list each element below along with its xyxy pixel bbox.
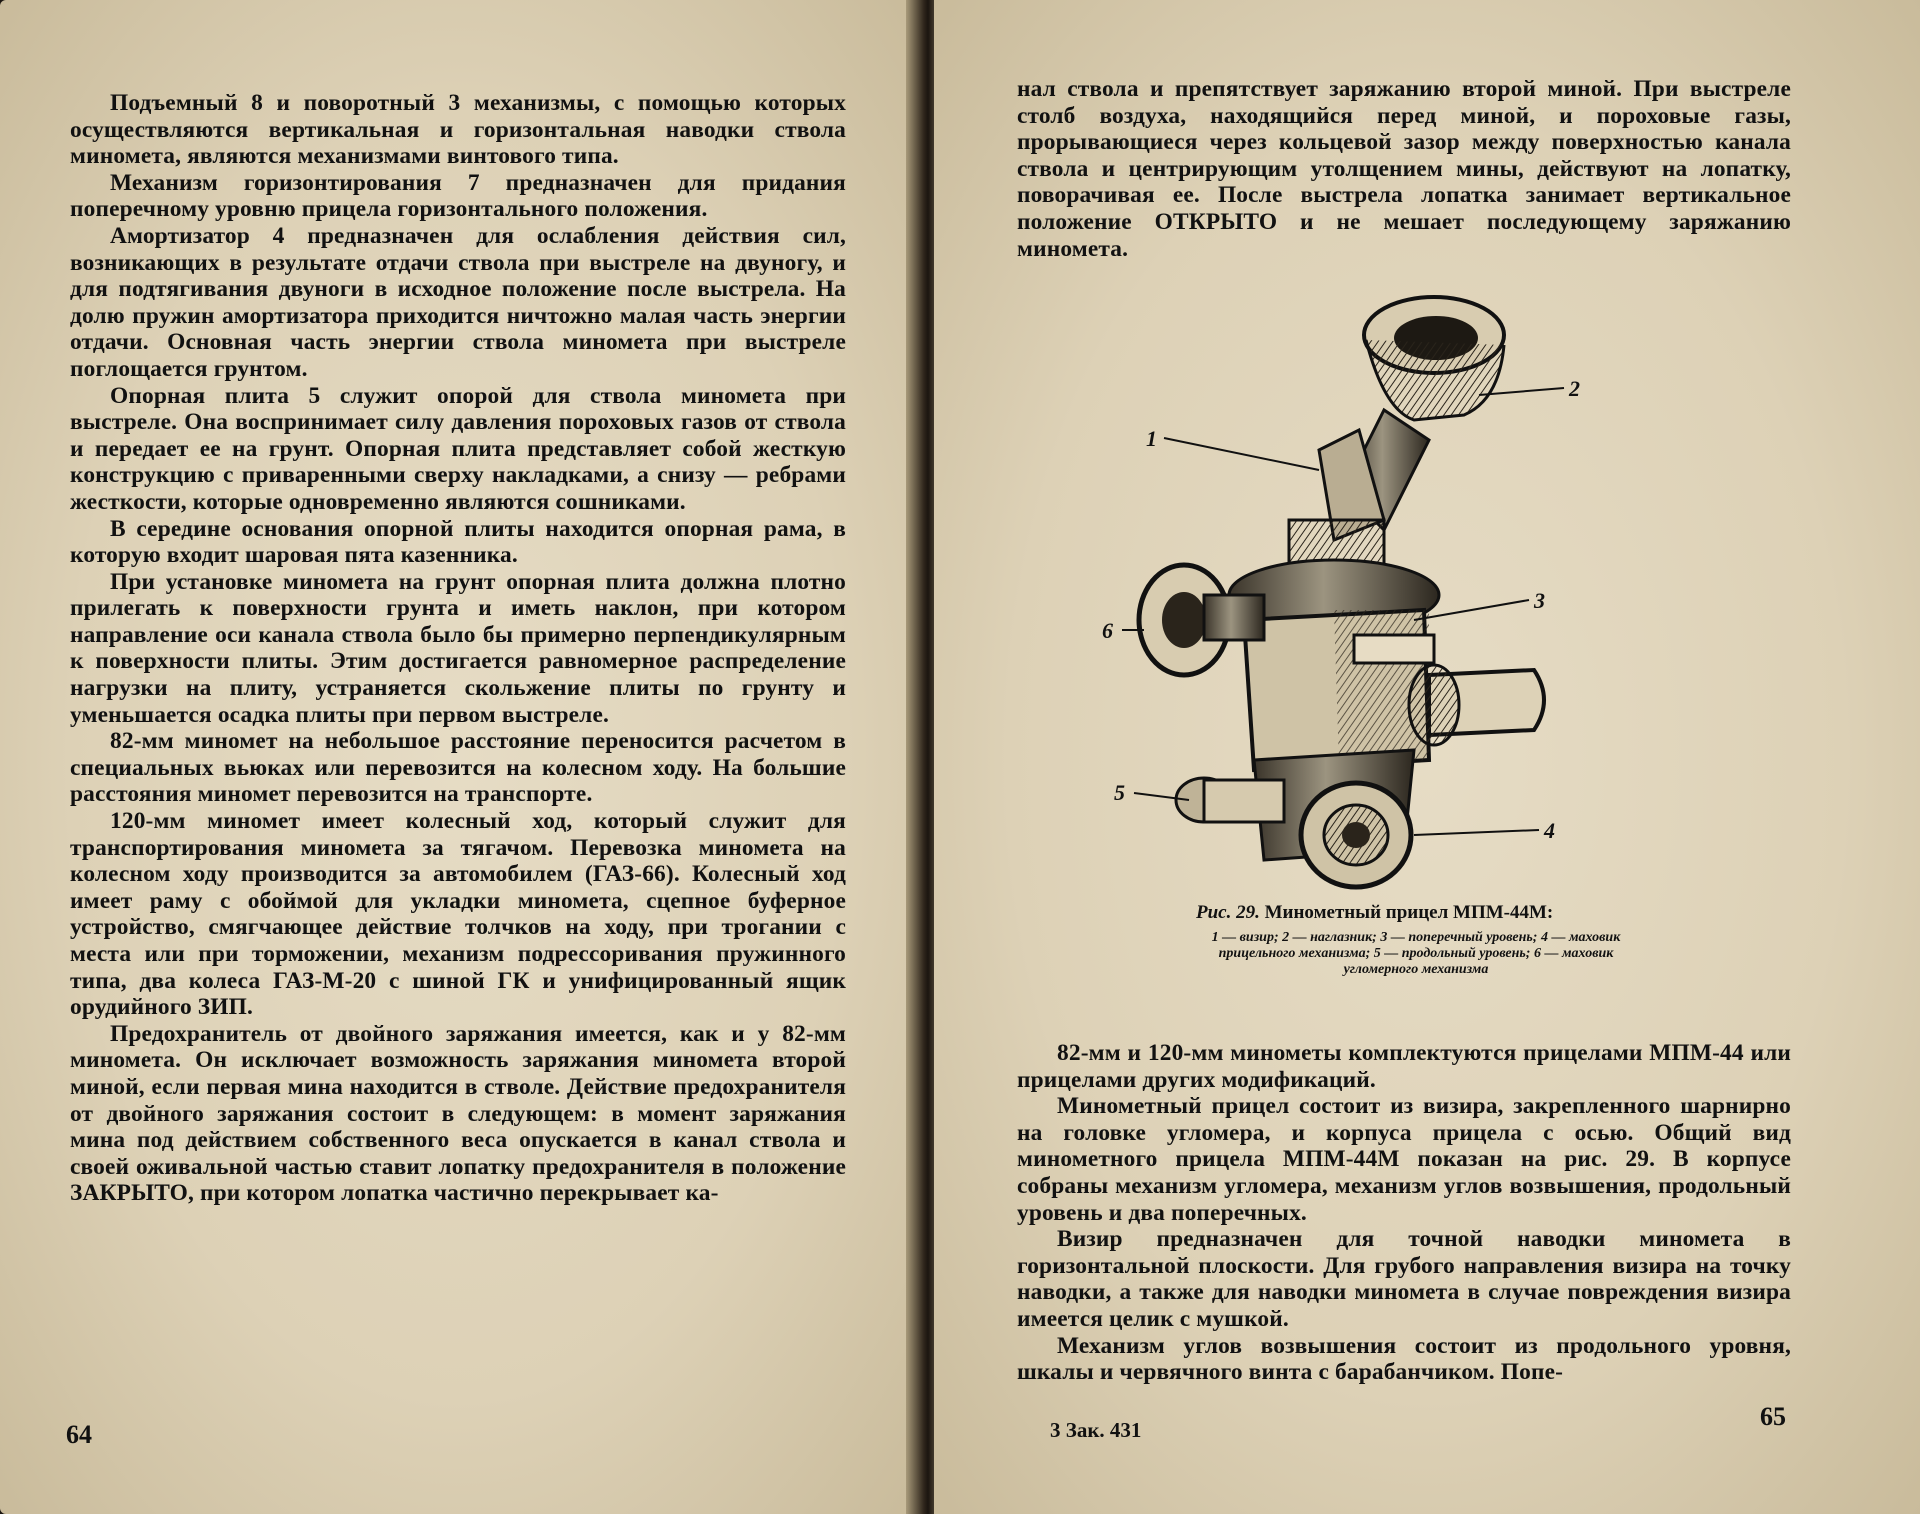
paragraph: При установке миномета на грунт опорная плита должна плотно прилегать к поверхности грунта и иметь наклон, при котором направление оси канала ствола было бы примерно перпендикулярным к поверхности плиты. Этим достигается равномерное распределение нагрузки на плиту, устраняется скольжение плиты по грунту и уменьшается осадка плиты при первом выстреле. <box>70 568 846 728</box>
paragraph: Опорная плита 5 служит опорой для ствола миномета при выстреле. Она воспринимает силу давления пороховых газов от ствола и передает ее на грунт. Опорная плита представляет собой жесткую конструкцию с приваренными сверху накладками, а снизу — ребрами жесткости, которые одновременно являются сошниками. <box>70 382 846 515</box>
left-text-column <box>70 90 846 1207</box>
paragraph: 82-мм и 120-мм минометы комплектуются прицелами МПМ-44 или прицелами других модификаций. <box>1017 1040 1791 1093</box>
page-number-left: 64 <box>66 1420 92 1449</box>
caption-label: Рис. 29. <box>1196 902 1260 923</box>
paragraph: Визир предназначен для точной наводки миномета в горизонтальной плоскости. Для грубого направления визира на точку наводки, а также для наводки миномета в случае повреждения визира имеется целик с мушкой. <box>1017 1226 1791 1332</box>
callout-3: 3 <box>1534 588 1545 613</box>
caption-title-text: Минометный прицел МПМ-44М: <box>1264 902 1554 923</box>
figure-caption <box>1196 902 1636 978</box>
paragraph: Механизм горизонтирования 7 предназначен для придания поперечному уровню прицела горизонтального положения. <box>70 169 846 223</box>
left-page <box>0 0 916 1514</box>
caption-legend: 1 — визир; 2 — наглазник; 3 — поперечный уровень; 4 — маховик прицельного механизма; 5 — продольный уровень; 6 — маховик угломерного механизма <box>1211 930 1621 977</box>
mortar-sight-drawing <box>1084 290 1604 890</box>
paragraph: Амортизатор 4 предназначен для ослабления действия сил, возникающих в результате отдачи ствола при выстреле на двуногу, и для подтягивания двуноги в исходное положение после выстрела. На долю пружин амортизатора приходится ничтожно малая часть энергии отдачи. Основная часть энергии ствола миномета при выстреле поглощается грунтом. <box>70 222 846 382</box>
callout-2: 2 <box>1569 376 1580 401</box>
right-top-text-column <box>1017 76 1791 262</box>
page-number-right: 65 <box>1760 1402 1786 1431</box>
paragraph: нал ствола и препятствует заряжанию второй миной. При выстреле столб воздуха, находящийся перед миной, и пороховые газы, прорывающиеся через кольцевой зазор между поверхностью канала ствола и центрирующим утолщением мины, действуют на лопатку, поворачивая ее. После выстрела лопатка занимает вертикальное положение ОТКРЫТО и не мешает последующему заряжанию миномета. <box>1017 76 1791 262</box>
callout-5: 5 <box>1114 780 1125 805</box>
paragraph: 120-мм миномет имеет колесный ход, который служит для транспортирования миномета за тягачом. Перевозка миномета на колесном ходу производится за автомобилем (ГАЗ-66). Колесный ход имеет раму с обоймой для укладки миномета, сцепное буферное устройство, смягчающее действие толчков на ходу, при трогании с места или при торможении, механизм подрессоривания пружинного типа, два колеса ГАЗ-М-20 с шиной ГК и унифицированный ящик орудийного ЗИП. <box>70 808 846 1021</box>
paragraph: Минометный прицел состоит из визира, закрепленного шарнирно на головке угломера, и корпуса прицела с осью. Общий вид минометного прицела МПМ-44М показан на рис. 29. В корпусе собраны механизм угломера, механизм углов возвышения, продольный уровень и два поперечных. <box>1017 1093 1791 1226</box>
right-bottom-text-column <box>1017 1040 1791 1386</box>
printer-signature: 3 Зак. 431 <box>1050 1418 1142 1442</box>
callout-4: 4 <box>1544 818 1555 843</box>
paragraph: 82-мм миномет на небольшое расстояние переносится расчетом в специальных вьюках или перевозится на колесном ходу. На большие расстояния миномет перевозится на транспорте. <box>70 728 846 808</box>
paragraph: В середине основания опорной плиты находится опорная рама, в которую входит шаровая пята казенника. <box>70 515 846 569</box>
paragraph: Предохранитель от двойного заряжания имеется, как и у 82-мм миномета. Он исключает возможность заряжания миномета второй миной, если первая мина находится в стволе. Действие предохранителя от двойного заряжания состоит в следующем: в момент заряжания мина под действием собственного веса опускается в канал ствола и своей оживальной частью ставит лопатку предохранителя в положение ЗАКРЫТО, при котором лопатка частично перекрывает ка- <box>70 1020 846 1207</box>
figure-sight-illustration <box>1084 290 1604 890</box>
callout-6: 6 <box>1102 618 1113 643</box>
right-page <box>934 0 1920 1514</box>
caption-title <box>1196 902 1636 924</box>
callout-1: 1 <box>1146 426 1157 451</box>
paragraph: Подъемный 8 и поворотный 3 механизмы, с помощью которых осуществляются вертикальная и горизонтальная наводки ствола миномета, являются механизмами винтового типа. <box>70 90 846 170</box>
paragraph: Механизм углов возвышения состоит из продольного уровня, шкалы и червячного винта с барабанчиком. Попе- <box>1017 1332 1791 1386</box>
